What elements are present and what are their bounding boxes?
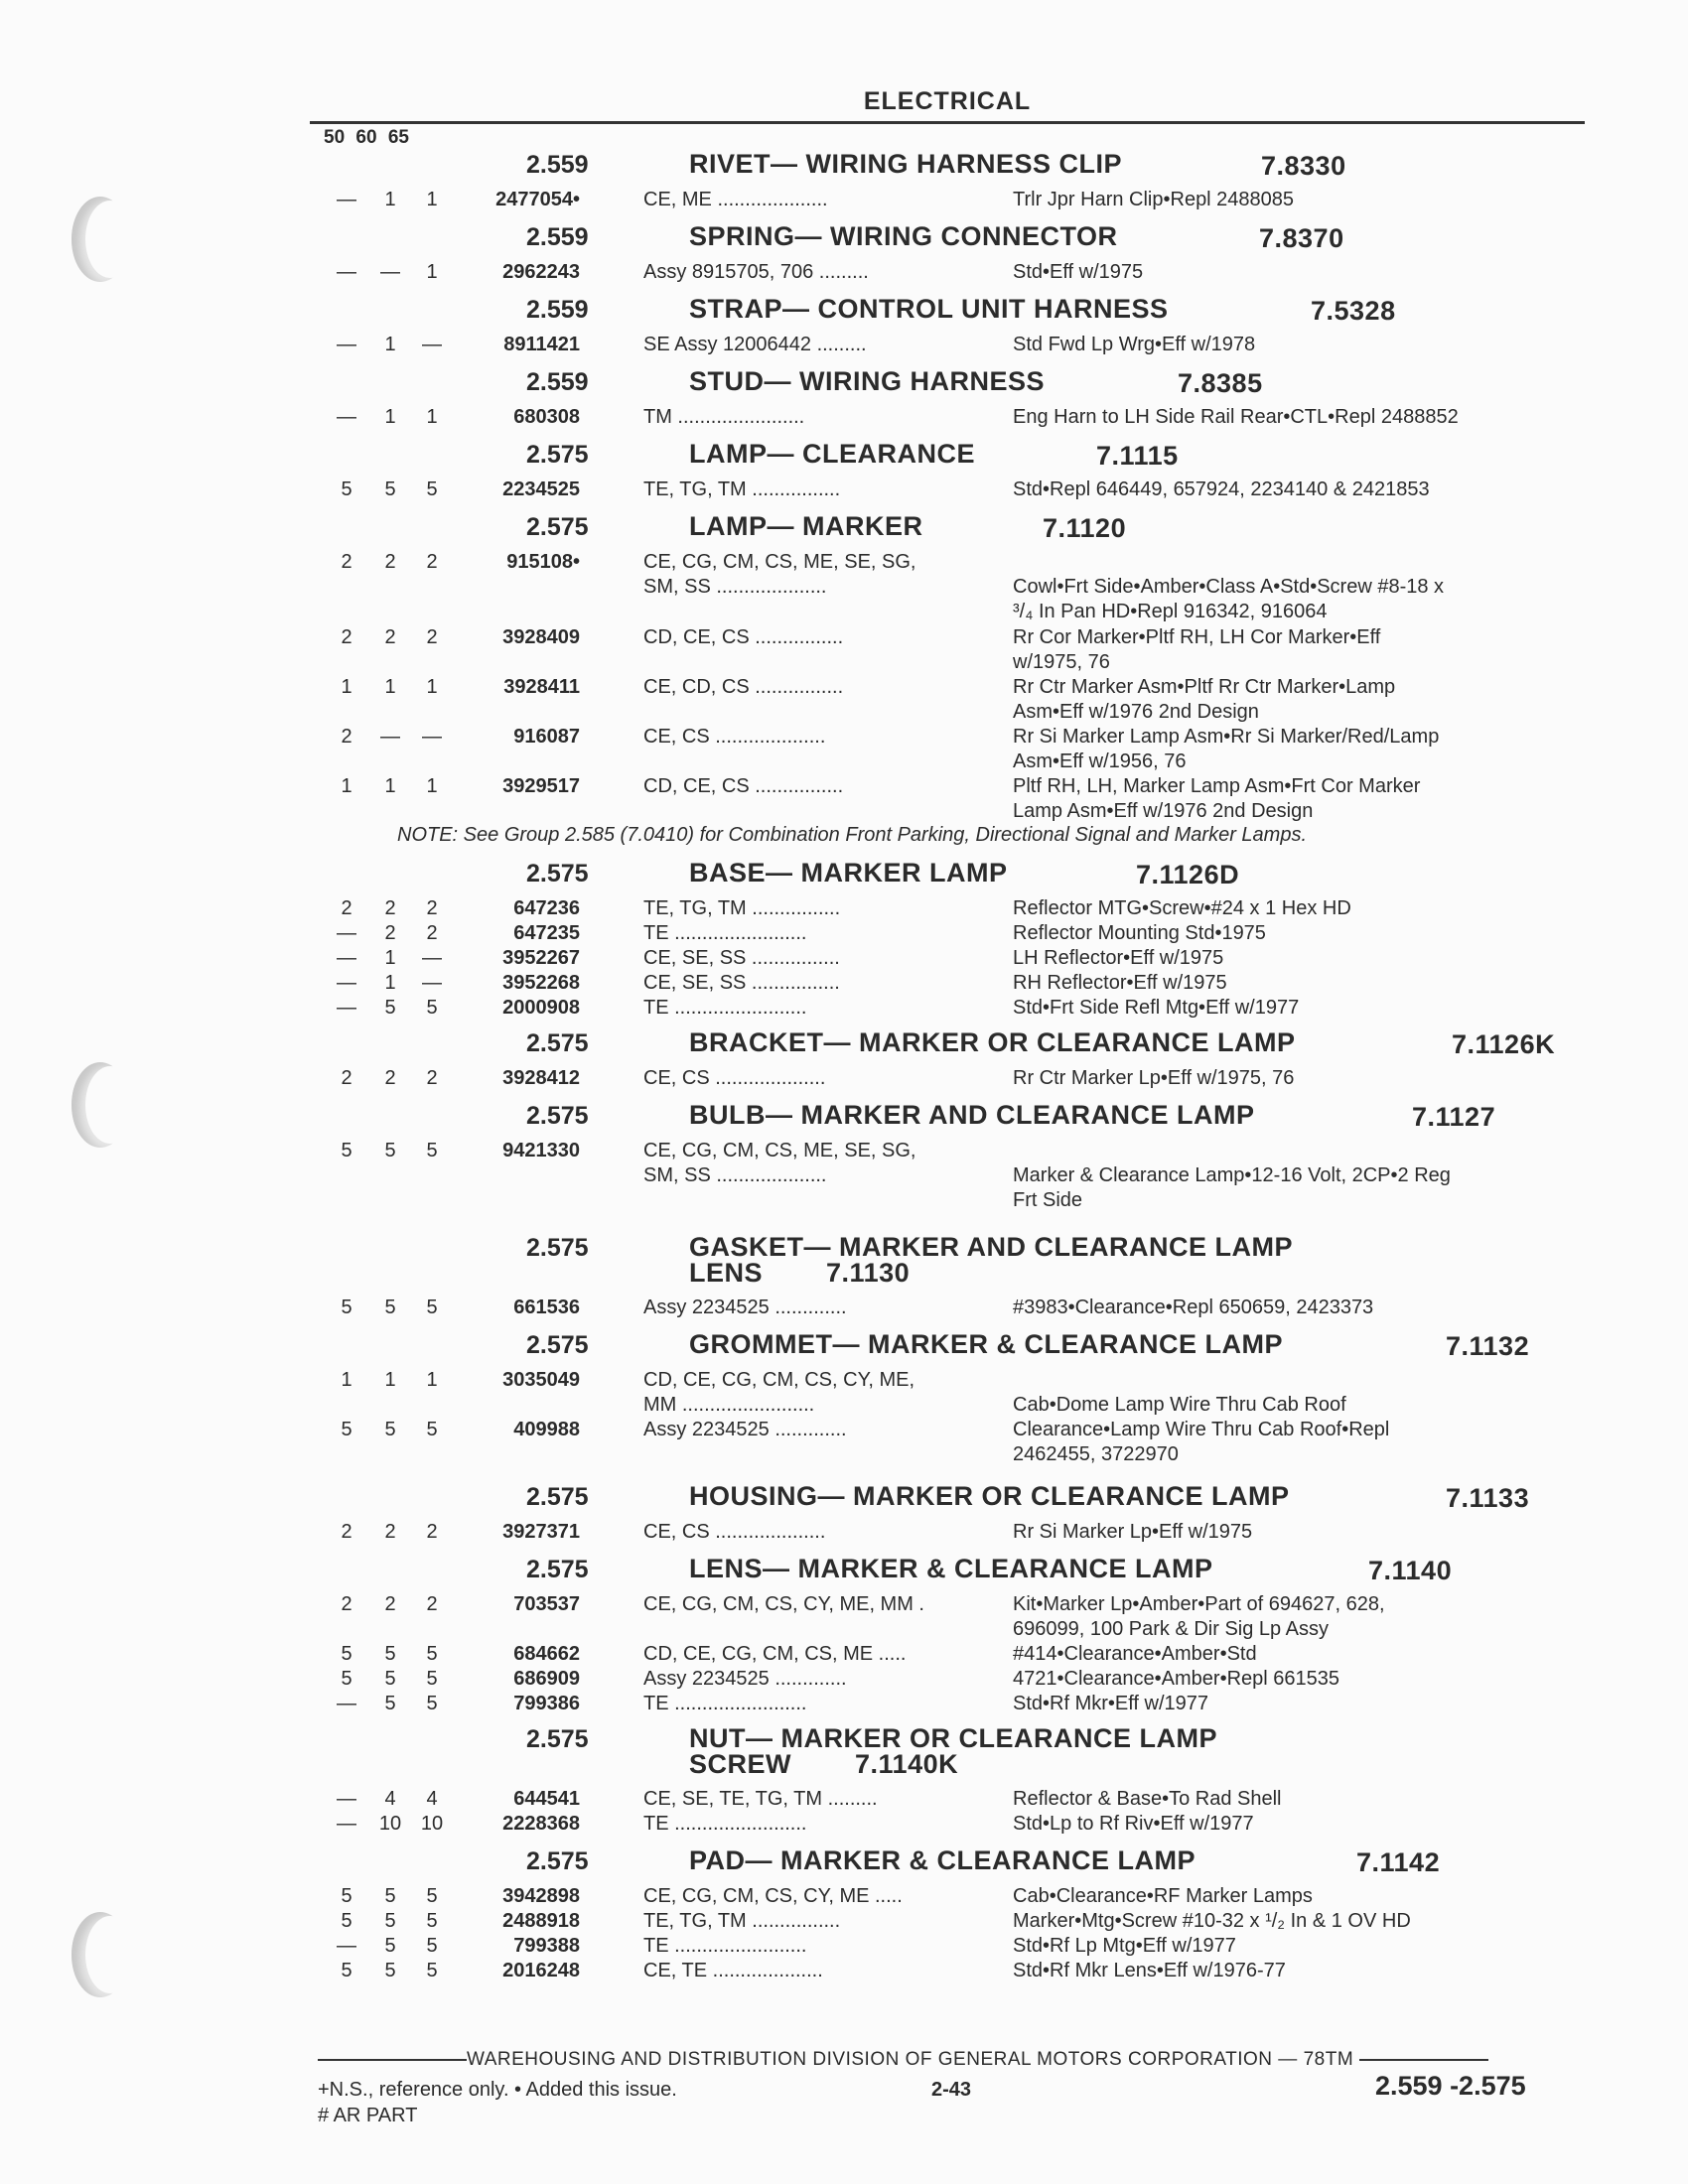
part-description: Reflector Mounting Std•1975 xyxy=(1013,922,1266,944)
part-number: 3928409 xyxy=(502,626,580,648)
qty-50: — xyxy=(337,334,356,355)
section-heading xyxy=(0,1331,1688,1368)
part-usage: TM ....................... xyxy=(643,406,805,428)
qty-65: 5 xyxy=(426,1643,438,1665)
part-description: #3983•Clearance•Repl 650659, 2423373 xyxy=(1013,1297,1374,1318)
part-usage: CE, ME .................... xyxy=(643,189,828,210)
part-row xyxy=(0,550,1688,625)
qty-50: — xyxy=(337,1788,356,1810)
qty-60: 2 xyxy=(384,922,396,944)
part-usage: CE, CG, CM, CS, ME, SE, SG, SM, SS .................... xyxy=(643,1140,916,1186)
part-usage: SE Assy 12006442 ......... xyxy=(643,334,867,355)
group-number: 2.575 xyxy=(526,860,589,887)
parts-listing xyxy=(0,151,1688,1983)
group-number: 2.575 xyxy=(526,513,589,541)
part-row xyxy=(0,1296,1688,1331)
qty-65: 1 xyxy=(426,676,438,698)
group-number: 2.575 xyxy=(526,1102,589,1130)
part-description: LH Reflector•Eff w/1975 xyxy=(1013,947,1224,969)
part-usage: TE, TG, TM ................ xyxy=(643,478,841,500)
part-usage: CE, CD, CS ................ xyxy=(643,676,844,698)
footer-division-text: WAREHOUSING AND DISTRIBUTION DIVISION OF GENERAL MOTORS CORPORATION — 78TM xyxy=(467,2049,1354,2070)
part-usage: CE, SE, SS ................ xyxy=(643,972,840,994)
qty-60: 2 xyxy=(384,1067,396,1089)
qty-60: 2 xyxy=(384,626,396,648)
part-row xyxy=(0,1934,1688,1959)
group-number: 2.559 xyxy=(526,151,589,179)
part-row xyxy=(0,333,1688,368)
section-heading xyxy=(0,513,1688,550)
qty-50: — xyxy=(337,922,356,944)
group-number: 2.575 xyxy=(526,1847,589,1875)
qty-60: 1 xyxy=(384,406,396,428)
part-description: Marker & Clearance Lamp•12-16 Volt, 2CP•2 Reg Frt Side xyxy=(1013,1164,1451,1211)
part-description: Std•Frt Side Refl Mtg•Eff w/1977 xyxy=(1013,997,1300,1019)
part-number: 799388 xyxy=(513,1935,580,1957)
part-number: 2962243 xyxy=(502,261,580,283)
qty-65: 2 xyxy=(426,626,438,648)
qty-65: 2 xyxy=(426,1067,438,1089)
qty-65: 5 xyxy=(426,997,438,1019)
group-number: 2.559 xyxy=(526,296,589,324)
section-code: 7.8330 xyxy=(1261,151,1346,181)
part-description: Kit•Marker Lp•Amber•Part of 694627, 628, 696099, 100 Park & Dir Sig Lp Assy xyxy=(1013,1593,1385,1640)
part-row xyxy=(0,946,1688,971)
qty-65: 2 xyxy=(426,1593,438,1615)
part-row xyxy=(0,774,1688,824)
qty-65: 5 xyxy=(426,1297,438,1318)
part-number: 703537 xyxy=(513,1593,580,1615)
section-title: LENS— MARKER & CLEARANCE LAMP xyxy=(689,1554,1213,1583)
part-row xyxy=(0,1909,1688,1934)
qty-60: 5 xyxy=(384,997,396,1019)
section-title: GASKET— MARKER AND CLEARANCE LAMP LENS 7.1130 xyxy=(689,1232,1293,1288)
part-row xyxy=(0,1418,1688,1483)
part-number: 915108• xyxy=(506,551,580,573)
part-usage: Assy 2234525 ............. xyxy=(643,1668,847,1690)
qty-60: 1 xyxy=(384,972,396,994)
section-heading xyxy=(0,223,1688,260)
part-usage: CE, CS .................... xyxy=(643,726,826,748)
part-row xyxy=(0,1884,1688,1909)
part-description: Rr Si Marker Lamp Asm•Rr Si Marker/Red/Lamp Asm•Eff w/1956, 76 xyxy=(1013,726,1440,772)
part-number: 3952268 xyxy=(502,972,580,994)
part-description: Clearance•Lamp Wire Thru Cab Roof•Repl 2462455, 3722970 xyxy=(1013,1419,1390,1465)
part-description: Std•Rf Lp Mtg•Eff w/1977 xyxy=(1013,1935,1236,1957)
section-heading xyxy=(0,1029,1688,1066)
footer-rule-right xyxy=(1359,2059,1488,2061)
qty-60: 1 xyxy=(384,334,396,355)
part-description: Cab•Clearance•RF Marker Lamps xyxy=(1013,1885,1313,1907)
qty-60: 1 xyxy=(384,189,396,210)
section-code: 7.5328 xyxy=(1311,296,1396,326)
section-heading xyxy=(0,1234,1688,1296)
part-description: Trlr Jpr Harn Clip•Repl 2488085 xyxy=(1013,189,1295,210)
group-number: 2.575 xyxy=(526,1483,589,1511)
section-code: 7.1133 xyxy=(1446,1483,1530,1513)
part-description: Std•Eff w/1975 xyxy=(1013,261,1144,283)
part-description: Rr Ctr Marker Lp•Eff w/1975, 76 xyxy=(1013,1067,1295,1089)
qty-60: 5 xyxy=(384,1297,396,1318)
qty-50: 2 xyxy=(341,1521,352,1543)
part-description: RH Reflector•Eff w/1975 xyxy=(1013,972,1227,994)
part-description: Std•Lp to Rf Riv•Eff w/1977 xyxy=(1013,1813,1254,1835)
part-number: 647235 xyxy=(513,922,580,944)
qty-50: 5 xyxy=(341,1419,352,1440)
part-description: Std•Repl 646449, 657924, 2234140 & 2421853 xyxy=(1013,478,1430,500)
part-number: 3942898 xyxy=(502,1885,580,1907)
qty-60: 5 xyxy=(384,1140,396,1161)
qty-50: 2 xyxy=(341,1593,352,1615)
part-row xyxy=(0,1139,1688,1234)
qty-65: 5 xyxy=(426,1419,438,1440)
qty-50: — xyxy=(337,972,356,994)
part-description: Rr Ctr Marker Asm•Pltf Rr Ctr Marker•Lamp Asm•Eff w/1976 2nd Design xyxy=(1013,676,1396,723)
qty-65: 2 xyxy=(426,922,438,944)
qty-50: 1 xyxy=(341,1369,352,1391)
qty-65: 10 xyxy=(420,1813,444,1835)
qty-65: 1 xyxy=(426,261,438,283)
group-number: 2.575 xyxy=(526,441,589,469)
qty-60: 5 xyxy=(384,1643,396,1665)
part-number: 799386 xyxy=(513,1693,580,1714)
qty-60: 2 xyxy=(384,897,396,919)
qty-60: 2 xyxy=(384,1593,396,1615)
qty-50: 2 xyxy=(341,626,352,648)
qty-50: — xyxy=(337,1935,356,1957)
section-heading xyxy=(0,1556,1688,1592)
part-row xyxy=(0,921,1688,946)
qty-60: 1 xyxy=(384,947,396,969)
section-title: RIVET— WIRING HARNESS CLIP xyxy=(689,149,1123,179)
section-title: NUT— MARKER OR CLEARANCE LAMP SCREW 7.1140K xyxy=(689,1723,1217,1779)
part-number: 916087 xyxy=(513,726,580,748)
qty-50: — xyxy=(337,947,356,969)
part-description: Reflector MTG•Screw•#24 x 1 Hex HD xyxy=(1013,897,1351,919)
part-description: Std•Rf Mkr•Eff w/1977 xyxy=(1013,1693,1209,1714)
part-number: 3929517 xyxy=(502,775,580,797)
part-description: Cowl•Frt Side•Amber•Class A•Std•Screw #8-18 x ³/₄ In Pan HD•Repl 916342, 916064 xyxy=(1013,576,1445,622)
qty-65: 1 xyxy=(426,406,438,428)
qty-60: 2 xyxy=(384,551,396,573)
qty-50: 2 xyxy=(341,897,352,919)
footer-rule-left xyxy=(318,2059,467,2061)
part-number: 9421330 xyxy=(502,1140,580,1161)
part-row xyxy=(0,1066,1688,1102)
qty-65: — xyxy=(422,972,442,994)
section-heading xyxy=(0,860,1688,896)
qty-65: 5 xyxy=(426,1668,438,1690)
part-number: 686909 xyxy=(513,1668,580,1690)
part-row xyxy=(0,1959,1688,1983)
qty-65: 5 xyxy=(426,1935,438,1957)
qty-60: 1 xyxy=(384,1369,396,1391)
qty-50: 2 xyxy=(341,726,352,748)
qty-65: — xyxy=(422,726,442,748)
part-number: 3927371 xyxy=(502,1521,580,1543)
qty-65: 1 xyxy=(426,775,438,797)
part-row xyxy=(0,1592,1688,1642)
part-number: 661536 xyxy=(513,1297,580,1318)
part-row xyxy=(0,188,1688,223)
section-title: BASE— MARKER LAMP xyxy=(689,858,1008,887)
part-row xyxy=(0,896,1688,921)
part-number: 680308 xyxy=(513,406,580,428)
qty-60: 1 xyxy=(384,775,396,797)
section-title: GROMMET— MARKER & CLEARANCE LAMP xyxy=(689,1329,1283,1359)
qty-50: 1 xyxy=(341,775,352,797)
qty-50: 5 xyxy=(341,1910,352,1932)
part-description: Pltf RH, LH, Marker Lamp Asm•Frt Cor Marker Lamp Asm•Eff w/1976 2nd Design xyxy=(1013,775,1421,822)
part-description: Marker•Mtg•Screw #10-32 x ¹/₂ In & 1 OV HD xyxy=(1013,1910,1411,1932)
part-number: 2234525 xyxy=(502,478,580,500)
qty-50: — xyxy=(337,189,356,210)
group-number: 2.575 xyxy=(526,1029,589,1057)
part-description: Std Fwd Lp Wrg•Eff w/1978 xyxy=(1013,334,1256,355)
qty-50: 5 xyxy=(341,1668,352,1690)
part-description: 4721•Clearance•Amber•Repl 661535 xyxy=(1013,1668,1339,1690)
section-code: 7.1126D xyxy=(1136,860,1240,889)
part-description: Rr Si Marker Lp•Eff w/1975 xyxy=(1013,1521,1253,1543)
part-row xyxy=(0,1642,1688,1667)
qty-60: 4 xyxy=(384,1788,396,1810)
part-number: 2477054• xyxy=(495,189,580,210)
part-row xyxy=(0,675,1688,725)
qty-65: 5 xyxy=(426,1885,438,1907)
part-row xyxy=(0,1692,1688,1725)
part-usage: TE ........................ xyxy=(643,1693,807,1714)
part-number: 644541 xyxy=(513,1788,580,1810)
qty-65: 4 xyxy=(426,1788,438,1810)
page-number: 2-43 xyxy=(931,2079,972,2101)
page-header xyxy=(310,87,1585,124)
qty-65: 2 xyxy=(426,897,438,919)
part-usage: CE, CG, CM, CS, CY, ME, MM . xyxy=(643,1593,924,1615)
part-number: 2488918 xyxy=(502,1910,580,1932)
section-code: 7.1132 xyxy=(1446,1331,1530,1361)
part-usage: CE, CS .................... xyxy=(643,1521,826,1543)
part-number: 2016248 xyxy=(502,1960,580,1981)
section-code: 7.1126K xyxy=(1452,1029,1556,1059)
section-heading xyxy=(0,368,1688,405)
section-code: 7.1142 xyxy=(1356,1847,1441,1877)
part-usage: TE ........................ xyxy=(643,922,807,944)
part-row xyxy=(0,1787,1688,1812)
part-row xyxy=(0,478,1688,513)
qty-60: — xyxy=(380,261,400,283)
part-usage: TE, TG, TM ................ xyxy=(643,1910,841,1932)
qty-65: 5 xyxy=(426,1693,438,1714)
qty-65: 5 xyxy=(426,1960,438,1981)
group-number: 2.575 xyxy=(526,1556,589,1583)
part-row xyxy=(0,625,1688,675)
section-title: STUD— WIRING HARNESS xyxy=(689,366,1046,396)
part-usage: CE, CG, CM, CS, ME, SE, SG, SM, SS .................... xyxy=(643,551,916,598)
qty-50: 5 xyxy=(341,1885,352,1907)
qty-60: 5 xyxy=(384,1668,396,1690)
part-usage: Assy 2234525 ............. xyxy=(643,1297,847,1318)
part-description: Reflector & Base•To Rad Shell xyxy=(1013,1788,1282,1810)
part-number: 2000908 xyxy=(502,997,580,1019)
qty-60: — xyxy=(380,726,400,748)
qty-50: 5 xyxy=(341,478,352,500)
part-number: 2228368 xyxy=(502,1813,580,1835)
section-note: NOTE: See Group 2.585 (7.0410) for Combination Front Parking, Directional Signal and Marker Lamps. xyxy=(397,824,1307,846)
section-code: 7.1140 xyxy=(1368,1556,1453,1585)
part-number: 3035049 xyxy=(502,1369,580,1391)
group-range: 2.559 -2.575 xyxy=(1375,2071,1526,2101)
qty-65: 2 xyxy=(426,551,438,573)
qty-50: — xyxy=(337,406,356,428)
part-row xyxy=(0,1368,1688,1418)
section-heading xyxy=(0,1483,1688,1520)
section-heading xyxy=(0,151,1688,188)
part-usage: TE ........................ xyxy=(643,997,807,1019)
part-number: 647236 xyxy=(513,897,580,919)
qty-50: 5 xyxy=(341,1140,352,1161)
part-usage: Assy 8915705, 706 ......... xyxy=(643,261,869,283)
section-title: STRAP— CONTROL UNIT HARNESS xyxy=(689,294,1169,324)
qty-60: 2 xyxy=(384,1521,396,1543)
part-description: Eng Harn to LH Side Rail Rear•CTL•Repl 2488852 xyxy=(1013,406,1459,428)
group-number: 2.575 xyxy=(526,1234,589,1262)
qty-50: — xyxy=(337,1813,356,1835)
section-title: PAD— MARKER & CLEARANCE LAMP xyxy=(689,1845,1196,1875)
group-number: 2.575 xyxy=(526,1725,589,1753)
model-year-columns: 50 60 65 xyxy=(324,127,409,148)
qty-65: — xyxy=(422,947,442,969)
part-usage: CD, CE, CG, CM, CS, CY, ME, MM ........................ xyxy=(643,1369,914,1416)
part-description: Cab•Dome Lamp Wire Thru Cab Roof xyxy=(1013,1394,1346,1416)
section-heading xyxy=(0,1102,1688,1139)
section-title: HOUSING— MARKER OR CLEARANCE LAMP xyxy=(689,1481,1290,1511)
part-usage: CD, CE, CS ................ xyxy=(643,775,844,797)
section-code: 7.8385 xyxy=(1178,368,1263,398)
part-row xyxy=(0,260,1688,296)
part-usage: CD, CE, CS ................ xyxy=(643,626,844,648)
part-row xyxy=(0,1520,1688,1556)
section-title: LAMP— CLEARANCE xyxy=(689,439,975,469)
part-row xyxy=(0,1812,1688,1847)
footer-division xyxy=(318,2049,1587,2071)
qty-50: 2 xyxy=(341,1067,352,1089)
part-row xyxy=(0,971,1688,996)
section-title: LAMP— MARKER xyxy=(689,511,923,541)
page-title: ELECTRICAL xyxy=(863,87,1032,115)
qty-50: 2 xyxy=(341,551,352,573)
qty-50: — xyxy=(337,1693,356,1714)
qty-60: 10 xyxy=(378,1813,402,1835)
qty-65: 5 xyxy=(426,1140,438,1161)
part-number: 3928412 xyxy=(502,1067,580,1089)
part-description: #414•Clearance•Amber•Std xyxy=(1013,1643,1257,1665)
part-usage: CE, CS .................... xyxy=(643,1067,826,1089)
section-title: BRACKET— MARKER OR CLEARANCE LAMP xyxy=(689,1027,1296,1057)
part-number: 684662 xyxy=(513,1643,580,1665)
qty-60: 5 xyxy=(384,478,396,500)
section-heading xyxy=(0,1725,1688,1787)
qty-60: 5 xyxy=(384,1693,396,1714)
qty-50: 5 xyxy=(341,1960,352,1981)
section-heading xyxy=(0,296,1688,333)
part-usage: CD, CE, CG, CM, CS, ME ..... xyxy=(643,1643,907,1665)
part-usage: TE, TG, TM ................ xyxy=(643,897,841,919)
qty-65: 1 xyxy=(426,189,438,210)
part-row xyxy=(0,725,1688,774)
part-row xyxy=(0,996,1688,1029)
part-description: Std•Rf Mkr Lens•Eff w/1976-77 xyxy=(1013,1960,1286,1981)
part-usage: CE, TE .................... xyxy=(643,1960,823,1981)
footnote-legend: +N.S., reference only. • Added this issue. xyxy=(318,2079,677,2101)
qty-65: 5 xyxy=(426,478,438,500)
section-code: 7.1115 xyxy=(1096,441,1179,471)
footnote-ar-part: # AR PART xyxy=(318,2105,418,2126)
section-title: SPRING— WIRING CONNECTOR xyxy=(689,221,1118,251)
qty-60: 1 xyxy=(384,676,396,698)
part-row xyxy=(0,405,1688,441)
qty-60: 5 xyxy=(384,1885,396,1907)
part-usage: CE, CG, CM, CS, CY, ME ..... xyxy=(643,1885,903,1907)
part-usage: CE, SE, TE, TG, TM ......... xyxy=(643,1788,878,1810)
section-code: 7.8370 xyxy=(1259,223,1344,253)
section-title: BULB— MARKER AND CLEARANCE LAMP xyxy=(689,1100,1255,1130)
part-usage: TE ........................ xyxy=(643,1935,807,1957)
section-code: 7.1120 xyxy=(1043,513,1127,543)
qty-65: 5 xyxy=(426,1910,438,1932)
section-code: 7.1127 xyxy=(1412,1102,1496,1132)
qty-65: — xyxy=(422,334,442,355)
qty-60: 5 xyxy=(384,1419,396,1440)
qty-65: 1 xyxy=(426,1369,438,1391)
section-heading xyxy=(0,1847,1688,1884)
group-number: 2.559 xyxy=(526,223,589,251)
part-row xyxy=(0,1667,1688,1692)
part-number: 3952267 xyxy=(502,947,580,969)
group-number: 2.575 xyxy=(526,1331,589,1359)
qty-65: 2 xyxy=(426,1521,438,1543)
part-number: 409988 xyxy=(513,1419,580,1440)
qty-60: 5 xyxy=(384,1960,396,1981)
part-usage: CE, SE, SS ................ xyxy=(643,947,840,969)
part-description: Rr Cor Marker•Pltf RH, LH Cor Marker•Eff w/1975, 76 xyxy=(1013,626,1381,673)
part-number: 3928411 xyxy=(503,676,580,698)
part-number: 8911421 xyxy=(503,334,580,355)
qty-50: 5 xyxy=(341,1297,352,1318)
qty-60: 5 xyxy=(384,1910,396,1932)
qty-50: 1 xyxy=(341,676,352,698)
section-heading xyxy=(0,441,1688,478)
group-number: 2.559 xyxy=(526,368,589,396)
qty-50: 5 xyxy=(341,1643,352,1665)
qty-50: — xyxy=(337,997,356,1019)
qty-60: 5 xyxy=(384,1935,396,1957)
part-usage: Assy 2234525 ............. xyxy=(643,1419,847,1440)
part-usage: TE ........................ xyxy=(643,1813,807,1835)
qty-50: — xyxy=(337,261,356,283)
